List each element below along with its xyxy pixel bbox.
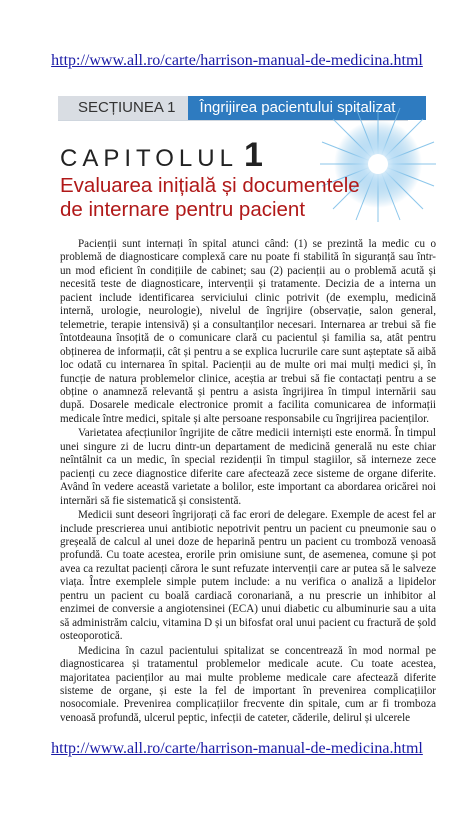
source-link-bottom[interactable]: http://www.all.ro/carte/harrison-manual-de-medicina.html <box>51 740 423 757</box>
chapter-title-line-2: de internare pentru pacient <box>60 198 306 221</box>
chapter-heading <box>60 136 263 175</box>
paragraph: Medicii sunt deseori îngrijorați că fac erori de delegare. Exemple de acest fel ar include prescrierea unui antibiotic nepotrivit pentru un pacient cu pneumonie sau o greșeală de calcul al unei doze de heparină pentru un pacient cu tromboză venoasă profundă. Cu toate acestea, erorile prin omisiune sunt, de asemenea, comune și pot avea ca rezultat pacienți cărora le sunt refuzate intervenții care ar putea să le salveze viața. Între exemplele simple putem include: a nu verifica o analiză a lipidelor pentru un pacient cu boală cardiacă coronariană, a nu prescrie un inhibitor al enzimei de conversie a angiotensinei (ECA) unui diabetic cu albuminurie sau a uita să administrăm calciu, vitamina D și un bifosfat oral unui pacient cu fractură de șold osteoporotică. <box>60 509 436 643</box>
paragraph: Varietatea afecțiunilor îngrijite de către medicii interniști este enormă. În timpul unei singure zi de lucru dintr-un departament de medicină generală nu este chiar neîntâlnit ca un medic, în special rezidenții în timpul stagiilor, să interneze zece pacienți cu zece diagnostice diferite care afectează zece sisteme de organe diferite. Având în vedere această varietate a bolilor, este important ca abordarea oricărei noi internări să fie sistematică și consistentă. <box>60 427 436 507</box>
section-label: SECȚIUNEA 1 <box>58 96 188 120</box>
paragraph: Medicina în cazul pacientului spitalizat se concentrează în mod normal pe diagnosticarea și tratamentul problemelor medicale acute. Cu toate acestea, majoritatea pacienților au mai multe probleme medicale care afectează diferite sisteme de organe, și este la fel de important în prevenirea complicațiilor nosocomiale. Prevenirea complicațiilor frecvente din spitale, cum ar fi tromboza venoasă profundă, ulcerul peptic, infecții de cateter, căderile, delirul și ulcerele <box>60 644 436 724</box>
source-link-top[interactable]: http://www.all.ro/carte/harrison-manual-de-medicina.html <box>51 52 423 69</box>
chapter-label: CAPITOLUL <box>60 145 238 172</box>
chapter-title-line-1: Evaluarea inițială și documentele <box>60 174 360 197</box>
chapter-title <box>60 174 420 222</box>
chapter-number: 1 <box>243 136 263 174</box>
paragraph: Pacienții sunt internați în spital atunci când: (1) se prezintă la medic cu o problemă de diagnosticare complexă care nu poate fi stabilită în siguranță sau într-un mod eficient în condițiile de cabinet; sau (2) pacienții au o problemă acută și necesită teste de diagnosticare, intervenții și tratamente. Decizia de a interna un pacient include identificarea serviciului clinic potrivit (de exemplu, medicină internă, urologie, neurologie), nivelul de îngrijire (observație, salon general, telemetrie, terapie intensivă) și a consultanților necesari. Internarea ar trebui să fie întotdeauna însoțită de o comunicare clară cu pacientul și familia sa, atât pentru obținerea de informații, cât și pentru a se explica lucrurile care sunt așteptate să aibă loc odată cu internarea în spital. Pacienții au de multe ori mai mulți medici și, în funcție de natura problemelor clinice, aceștia ar trebui să fie contactați pentru a se obține o anamneză relevantă și pentru a asista îngrijirea în timpul internării sau după. Dosarele medicale electronice promit a facilita comunicarea de informații medicale între medici, spitale și alte persoane responsabile cu îngrijirea pacienților. <box>60 238 436 425</box>
body-text <box>60 238 436 725</box>
section-title: Îngrijirea pacientului spitalizat <box>188 96 426 120</box>
